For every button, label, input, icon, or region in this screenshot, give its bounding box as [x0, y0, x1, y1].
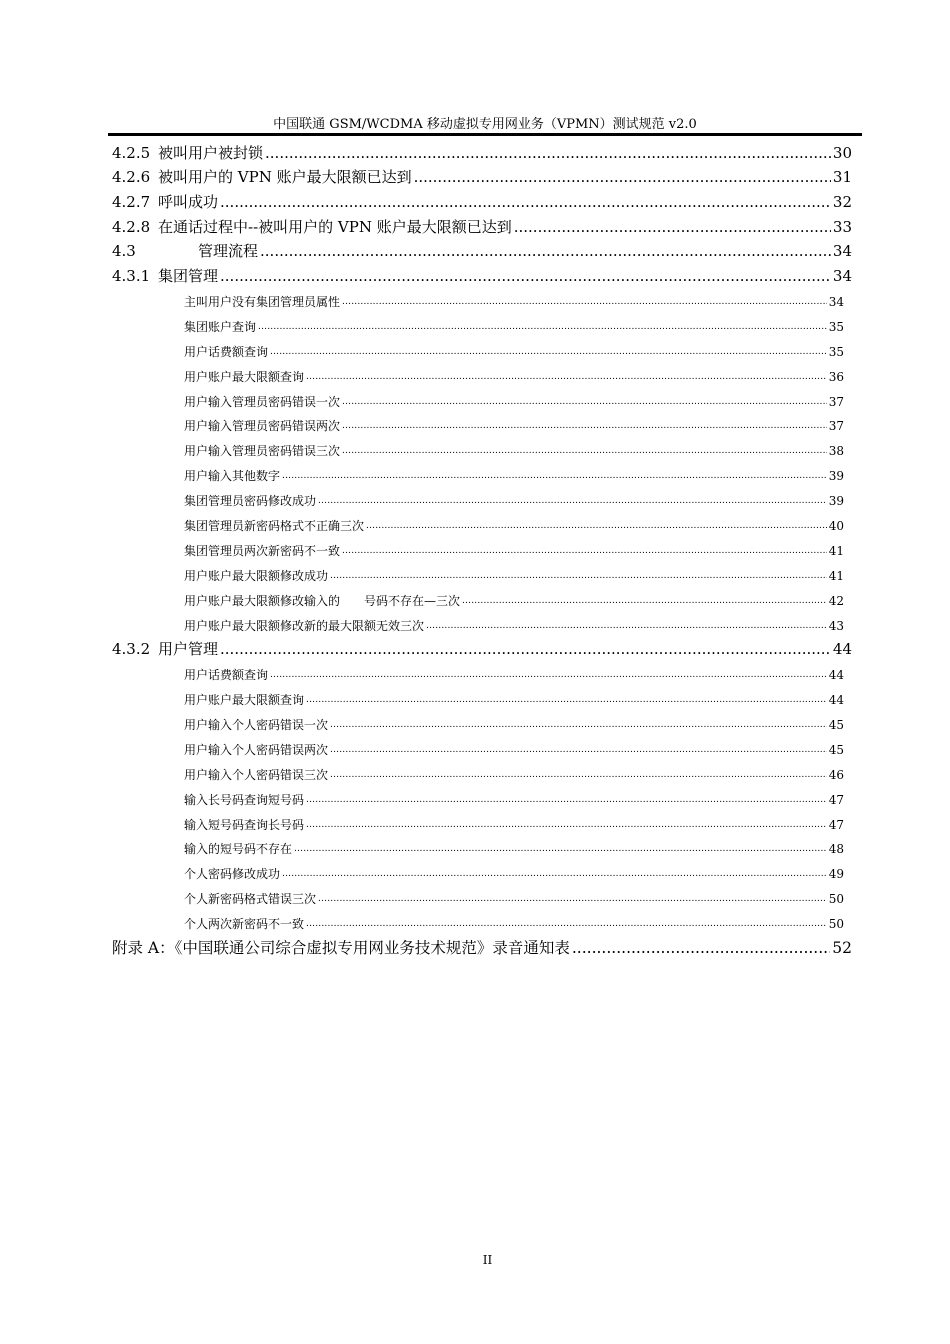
toc-leader-dots — [270, 671, 827, 683]
toc-entry-page: 52 — [832, 938, 852, 957]
toc-subentry[interactable] — [112, 310, 860, 335]
toc-entry-title: 用户输入个人密码错误三次 — [184, 767, 329, 782]
toc-entry-title: 个人密码修改成功 — [184, 867, 281, 882]
toc-subentry[interactable] — [112, 683, 860, 708]
toc-subentry[interactable] — [112, 783, 860, 808]
toc-entry-page: 50 — [828, 892, 844, 907]
toc-leader-dots — [426, 622, 827, 634]
toc-subentry[interactable] — [112, 808, 860, 833]
toc-entry-page: 35 — [828, 319, 844, 334]
toc-entry-number: 4.3.2 — [112, 640, 151, 659]
toc-entry[interactable] — [112, 137, 860, 162]
toc-entry-number: 4.2.7 — [112, 193, 151, 212]
toc-entry-page: 44 — [828, 693, 844, 708]
toc-entry-page: 45 — [828, 717, 844, 732]
toc-subentry[interactable] — [112, 733, 860, 758]
toc-entry-page: 34 — [832, 242, 852, 261]
toc-leader-dots — [265, 147, 831, 162]
toc-entry-title: 输入短号码查询长号码 — [184, 817, 305, 832]
toc-subentry[interactable] — [112, 559, 860, 584]
toc-entry-number: 4.3.1 — [112, 267, 151, 286]
toc-entry-title: 管理流程 — [198, 242, 259, 261]
toc-entry-title: 集团管理员新密码格式不正确三次 — [184, 519, 365, 534]
toc-entry-title: 呼叫成功 — [158, 193, 219, 212]
toc-leader-dots — [294, 845, 827, 857]
toc-entry-title: 被叫用户的 VPN 账户最大限额已达到 — [158, 168, 412, 187]
toc-entry-title: 输入长号码查询短号码 — [184, 792, 305, 807]
toc-entry-title: 集团账户查询 — [184, 319, 257, 334]
toc-leader-dots — [318, 895, 827, 907]
toc-entry-title: 在通话过程中--被叫用户的 VPN 账户最大限额已达到 — [158, 217, 512, 236]
toc-entry-title: 输入的短号码不存在 — [184, 842, 293, 857]
toc-entry-title: 用户输入管理员密码错误三次 — [184, 444, 341, 459]
toc-subentry[interactable] — [112, 335, 860, 360]
toc-subentry[interactable] — [112, 758, 860, 783]
toc-entry-page: 40 — [828, 519, 844, 534]
toc-entry-title: 用户账户最大限额查询 — [184, 369, 305, 384]
toc-subentry[interactable] — [112, 385, 860, 410]
toc-entry-page: 43 — [828, 618, 844, 633]
toc-leader-dots — [330, 771, 827, 783]
toc-entry-page: 30 — [832, 143, 852, 162]
toc-leader-dots — [330, 721, 827, 733]
toc-leader-dots — [220, 270, 831, 285]
page-header: 中国联通 GSM/WCDMA 移动虚拟专用网业务（VPMN）测试规范 v2.0 — [273, 117, 697, 132]
toc-entry-title: 用户账户最大限额修改成功 — [184, 568, 329, 583]
toc-entry-title: 用户账户最大限额查询 — [184, 693, 305, 708]
toc-entry-page: 32 — [832, 193, 852, 212]
toc-appendix-entry[interactable] — [112, 932, 860, 957]
toc-entry-page: 36 — [828, 369, 844, 384]
page-number: II — [482, 1253, 493, 1267]
toc-entry-title: 用户话费额查询 — [184, 344, 269, 359]
toc-entry-page: 47 — [828, 817, 844, 832]
toc-leader-dots — [414, 171, 831, 186]
toc-subentry[interactable] — [112, 609, 860, 634]
toc-entry[interactable] — [112, 162, 860, 187]
toc-leader-dots — [342, 447, 827, 459]
toc-leader-dots — [306, 796, 827, 808]
toc-leader-dots — [342, 422, 827, 434]
toc-entry-page: 39 — [828, 494, 844, 509]
toc-entry-title: 个人新密码格式错误三次 — [184, 892, 317, 907]
toc-subentry[interactable] — [112, 484, 860, 509]
toc-entry-number: 4.3 — [112, 242, 136, 261]
toc-leader-dots — [282, 870, 827, 882]
toc-entry-title: 用户输入个人密码错误一次 — [184, 717, 329, 732]
toc-entry-page: 41 — [828, 568, 844, 583]
toc-entry[interactable] — [112, 236, 860, 261]
toc-entry-number: 4.2.5 — [112, 143, 151, 162]
toc-leader-dots — [514, 221, 831, 236]
toc-subentry[interactable] — [112, 907, 860, 932]
toc-entry-page: 41 — [828, 543, 844, 558]
toc-entry-title: 用户账户最大限额修改输入的 号码不存在—三次 — [184, 593, 461, 608]
toc-entry-number: 4.2.8 — [112, 217, 151, 236]
toc-entry-title: 个人两次新密码不一致 — [184, 917, 305, 932]
toc-entry-page: 34 — [828, 295, 844, 310]
toc-leader-dots — [306, 696, 827, 708]
toc-entry-page: 31 — [832, 168, 852, 187]
toc-subentry[interactable] — [112, 410, 860, 435]
toc-leader-dots — [258, 323, 827, 335]
toc-entry-title: 用户输入个人密码错误两次 — [184, 742, 329, 757]
toc-leader-dots — [342, 547, 827, 559]
toc-entry-number: 4.2.6 — [112, 168, 151, 187]
toc-entry-title: 集团管理员两次新密码不一致 — [184, 543, 341, 558]
toc-subentry[interactable] — [112, 434, 860, 459]
toc-entry-page: 37 — [828, 419, 844, 434]
toc-entry-title: 被叫用户被封锁 — [158, 143, 264, 162]
toc-entry-page: 44 — [828, 668, 844, 683]
toc-entry[interactable] — [112, 260, 860, 285]
toc-entry[interactable] — [112, 186, 860, 211]
toc-subentry[interactable] — [112, 882, 860, 907]
toc-leader-dots — [282, 472, 827, 484]
toc-entry-title: 集团管理 — [158, 267, 219, 286]
toc-subentry[interactable] — [112, 509, 860, 534]
toc-leader-dots — [260, 245, 831, 260]
toc-leader-dots — [270, 348, 827, 360]
toc-subentry[interactable] — [112, 708, 860, 733]
toc-leader-dots — [220, 643, 831, 658]
toc-entry-page: 49 — [828, 867, 844, 882]
toc-subentry[interactable] — [112, 534, 860, 559]
toc-entry-page: 35 — [828, 344, 844, 359]
toc-entry-page: 34 — [832, 267, 852, 286]
toc-entry-title: 用户输入其他数字 — [184, 469, 281, 484]
table-of-contents — [112, 137, 860, 957]
toc-leader-dots — [306, 373, 827, 385]
toc-leader-dots — [572, 941, 830, 957]
toc-entry-page: 33 — [832, 217, 852, 236]
toc-entry-page: 50 — [828, 917, 844, 932]
toc-leader-dots — [306, 821, 827, 833]
toc-entry-title: 主叫用户没有集团管理员属性 — [184, 295, 341, 310]
toc-entry-page: 47 — [828, 792, 844, 807]
toc-leader-dots — [306, 920, 827, 932]
toc-entry-title: 用户话费额查询 — [184, 668, 269, 683]
toc-entry-page: 48 — [828, 842, 844, 857]
toc-leader-dots — [330, 572, 827, 584]
toc-subentry[interactable] — [112, 285, 860, 310]
toc-entry-page: 39 — [828, 469, 844, 484]
toc-leader-dots — [318, 497, 827, 509]
toc-subentry[interactable] — [112, 833, 860, 858]
toc-entry[interactable] — [112, 211, 860, 236]
toc-leader-dots — [366, 522, 827, 534]
toc-entry-title: 附录 A：《中国联通公司综合虚拟专用网业务技术规范》录音通知表 — [112, 938, 570, 957]
toc-entry-title: 用户输入管理员密码错误两次 — [184, 419, 341, 434]
toc-leader-dots — [342, 298, 827, 310]
toc-entry-page: 44 — [832, 640, 852, 659]
toc-subentry[interactable] — [112, 459, 860, 484]
toc-subentry[interactable] — [112, 658, 860, 683]
toc-leader-dots — [330, 746, 827, 758]
toc-subentry[interactable] — [112, 857, 860, 882]
toc-entry-page: 37 — [828, 394, 844, 409]
toc-leader-dots — [462, 597, 827, 609]
toc-leader-dots — [342, 398, 827, 410]
toc-entry-page: 38 — [828, 444, 844, 459]
toc-subentry[interactable] — [112, 584, 860, 609]
toc-entry-title: 用户账户最大限额修改新的最大限额无效三次 — [184, 618, 425, 633]
toc-subentry[interactable] — [112, 360, 860, 385]
toc-entry[interactable] — [112, 634, 860, 659]
toc-entry-page: 45 — [828, 742, 844, 757]
toc-entry-page: 42 — [828, 593, 844, 608]
toc-leader-dots — [220, 196, 831, 211]
header-rule — [108, 133, 862, 136]
toc-entry-page: 46 — [828, 767, 844, 782]
toc-entry-title: 用户管理 — [158, 640, 219, 659]
toc-entry-title: 用户输入管理员密码错误一次 — [184, 394, 341, 409]
toc-entry-title: 集团管理员密码修改成功 — [184, 494, 317, 509]
